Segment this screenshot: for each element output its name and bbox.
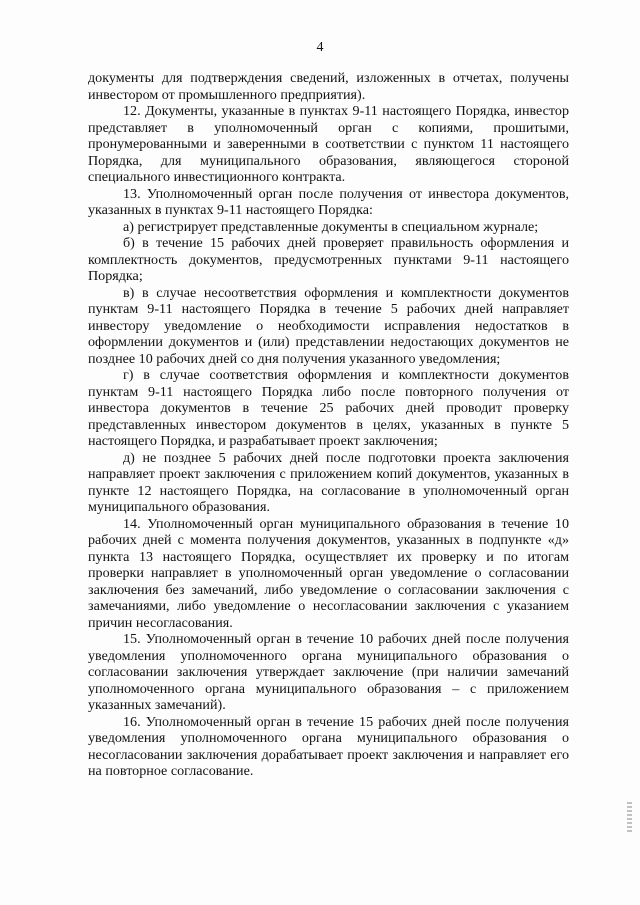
subitem-b: б) в течение 15 рабочих дней проверяет правильность оформления и комплектность документов, предусмотренных пунктами 9-11 настоящего Порядка;	[88, 235, 569, 284]
scan-edge-mark	[627, 802, 632, 832]
paragraph-item-14: 14. Уполномоченный орган муниципального образования в течение 10 рабочих дней с момента получения документов, указанных в подпункте «д» пункта 13 настоящего Порядка, осуществляет их проверку и по итогам проверки направляет в уполномоченный орган уведомление о согласовании заключения без замечаний, либо уведомление о согласовании заключения с замечаниями, либо уведомление о несогласовании заключения с указанием причин несогласования.	[88, 515, 569, 631]
subitem-a: а) регистрирует представленные документы в специальном журнале;	[123, 218, 539, 235]
paragraph-item-15: 15. Уполномоченный орган в течение 10 рабочих дней после получения уведомления уполномоченного органа муниципального образования о согласовании заключения утверждает заключение (при наличии замечаний уполномоченного органа муниципального образования – с приложением указанных замечаний).	[88, 631, 569, 713]
subitem-v: в) в случае несоответствия оформления и комплектности документов пунктам 9-11 настоящего Порядка в течение 5 рабочих дней направляет инвестору уведомление о необходимости исправления недостатков в оформлении документов и (или) представлении недостающих документов не позднее 10 рабочих дней со дня получения указанного уведомления;	[88, 284, 569, 367]
subitem-g: г) в случае соответствия оформления и комплектности документов пунктам 9-11 настоящего Порядка либо после повторного получения от инвестора документов в течение 25 рабочих дней проводит проверку представленных инвестором документов в целях, указанных в пункте 5 настоящего Порядка, и разрабатывает проект заключения;	[88, 367, 569, 449]
document-body	[88, 70, 569, 780]
paragraph-item-16: 16. Уполномоченный орган в течение 15 рабочих дней после получения уведомления уполномоченного органа муниципального образования о несогласовании заключения дорабатывает проект заключения и направляет его на повторное согласование.	[88, 713, 569, 779]
paragraph-continuation: документы для подтверждения сведений, изложенных в отчетах, получены инвестором от промышленного предприятия).	[88, 70, 569, 103]
subitem-d: д) не позднее 5 рабочих дней после подготовки проекта заключения направляет проект заключения с приложением копий документов, указанных в пункте 12 настоящего Порядка, на согласование в уполномоченный орган муниципального образования.	[88, 449, 569, 515]
paragraph-item-13: 13. Уполномоченный орган после получения от инвестора документов, указанных в пунктах 9-11 настоящего Порядка:	[88, 185, 569, 218]
paragraph-item-12: 12. Документы, указанные в пунктах 9-11 настоящего Порядка, инвестор представляет в уполномоченный орган с копиями, прошитыми, пронумерованными и заверенными в соответствии с пунктом 11 настоящего Порядка, для муниципального образования, являющегося стороной специального инвестиционного контракта.	[88, 103, 569, 185]
page-number: 4	[316, 40, 324, 55]
